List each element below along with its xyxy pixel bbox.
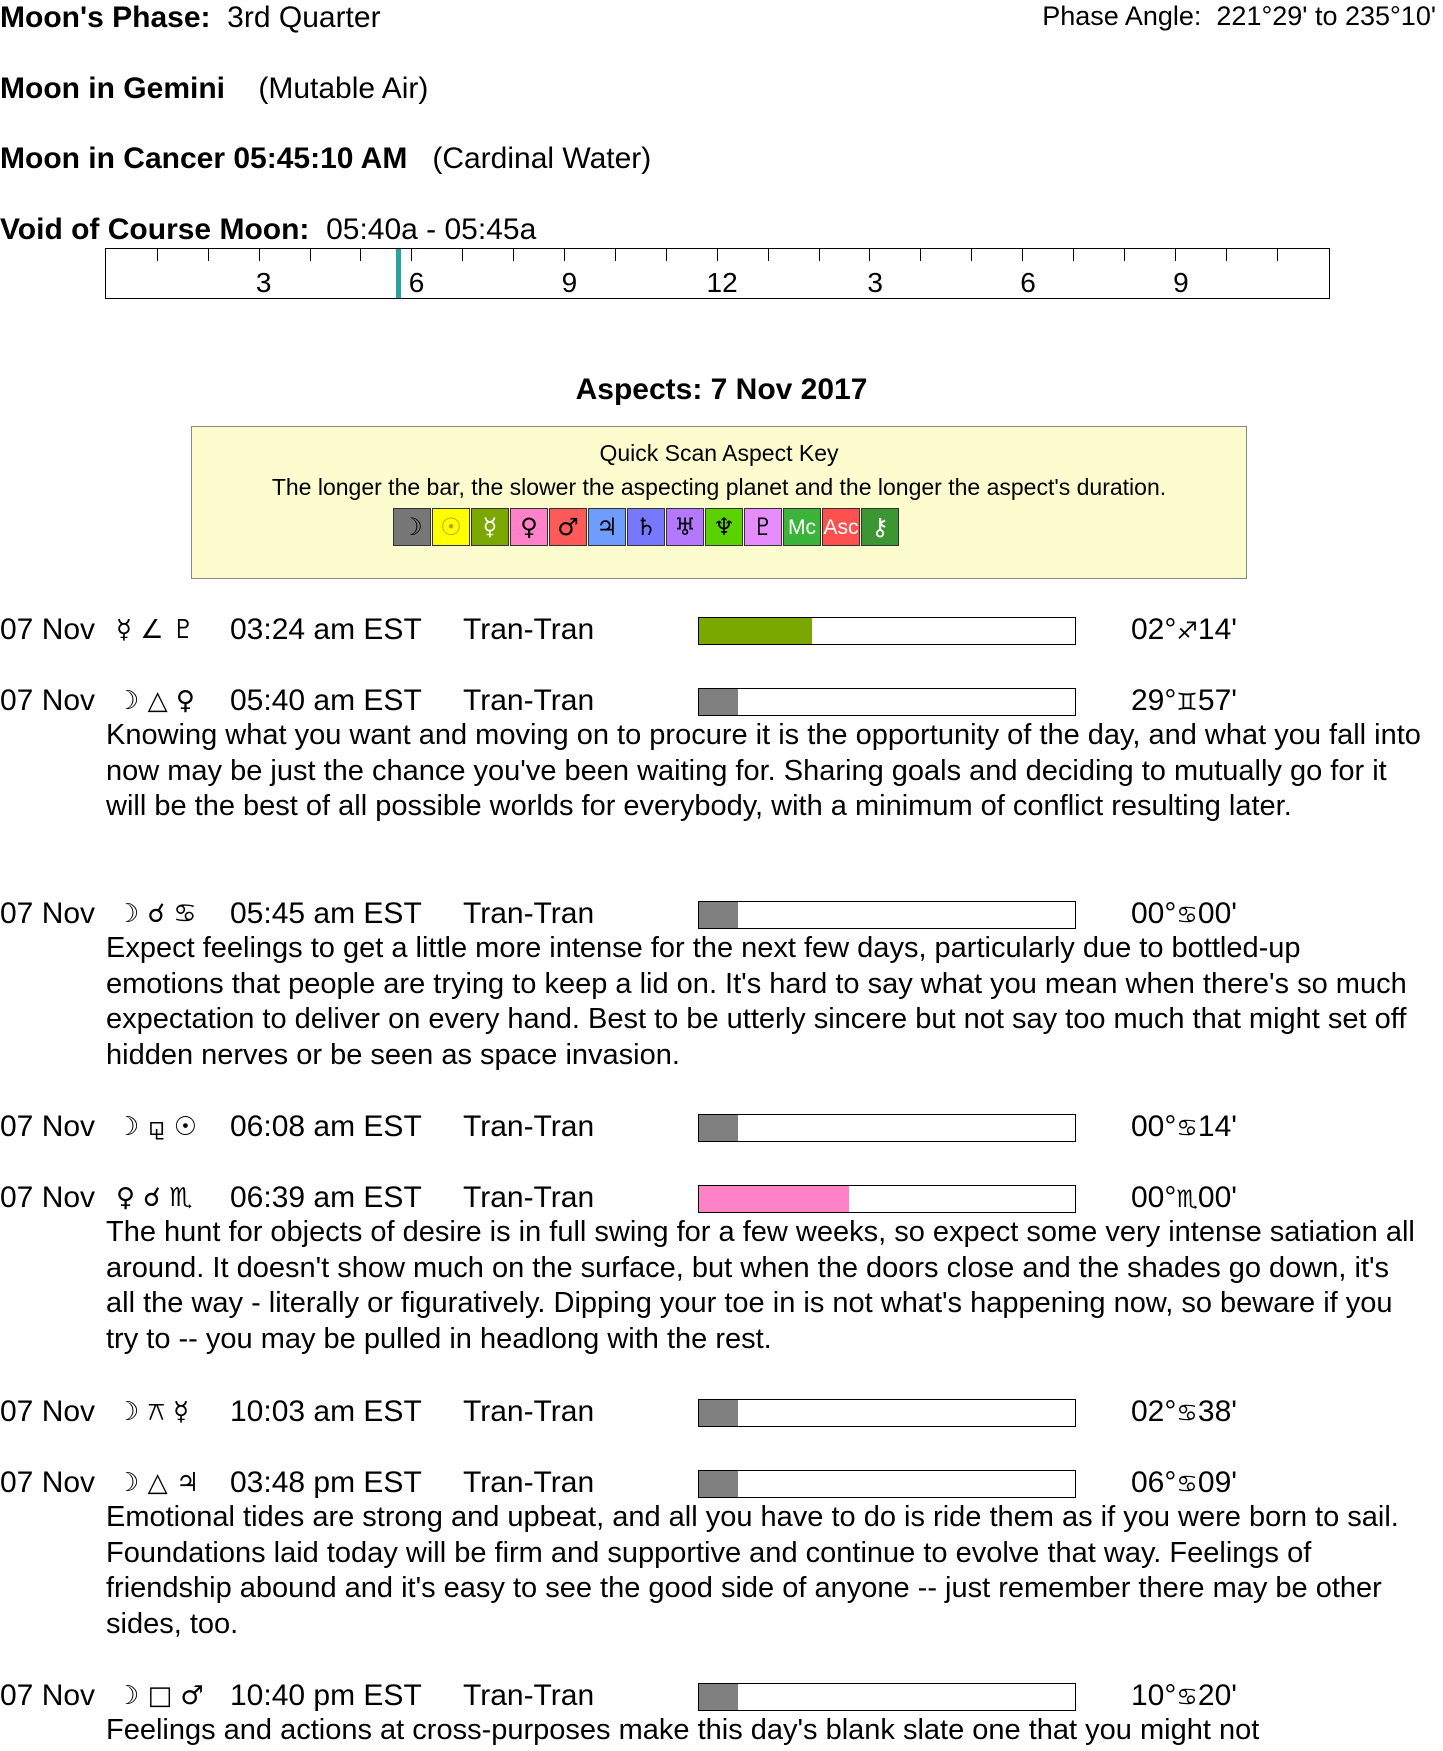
aspect-glyphs: ☿ ∠ ♇	[116, 615, 196, 645]
aspect-duration-fill	[699, 1186, 849, 1212]
timeline-tick	[564, 249, 565, 261]
aspect-time: 10:40 pm EST	[230, 1679, 422, 1712]
moon-sign-line-2	[0, 142, 651, 176]
pluto-swatch: ♇	[744, 508, 782, 546]
aspect-minutes: 14'	[1197, 613, 1237, 646]
aspect-glyphs: ☽ △ ♀	[116, 686, 195, 716]
aspect-row	[0, 683, 1443, 723]
timeline-tick	[411, 249, 412, 261]
aspect-glyphs: ☽ △ ♃	[116, 1468, 200, 1498]
moon-sign-1-label: Moon in Gemini	[0, 72, 225, 105]
aspect-duration-fill	[699, 689, 738, 715]
aspect-glyphs: ☽ ⚼ ☉	[116, 1112, 198, 1142]
timeline-tick	[717, 249, 718, 261]
aspect-type: Tran-Tran	[463, 684, 595, 717]
key-description: The longer the bar, the slower the aspecting planet and the longer the aspect's duration.	[271, 474, 1167, 500]
aspect-degree: 29°	[1131, 684, 1177, 717]
zodiac-sign-icon: ♋	[1176, 1683, 1198, 1711]
aspect-minutes: 20'	[1197, 1679, 1237, 1712]
aspect-position	[1131, 1465, 1237, 1502]
aspect-row	[0, 1394, 1443, 1434]
key-title: Quick Scan Aspect Key	[599, 440, 839, 466]
timeline-tick	[310, 249, 311, 261]
aspect-duration-bar	[698, 1683, 1076, 1711]
aspect-degree: 00°	[1131, 1110, 1177, 1143]
timeline-tick	[462, 249, 463, 261]
aspect-position	[1131, 1678, 1237, 1715]
moon-sign-1-element: (Mutable Air)	[258, 72, 429, 105]
planet-color-swatches	[393, 508, 900, 546]
aspect-time: 05:45 am EST	[230, 897, 422, 930]
timeline-tick	[920, 249, 921, 261]
aspect-duration-bar	[698, 617, 1076, 645]
aspect-position	[1131, 1180, 1237, 1217]
timeline-tick	[360, 249, 361, 261]
timeline-tick	[1022, 249, 1023, 261]
aspect-duration-bar	[698, 688, 1076, 716]
aspect-time: 06:39 am EST	[230, 1181, 422, 1214]
aspect-row	[0, 1180, 1443, 1220]
aspect-date: 07 Nov	[0, 1181, 96, 1214]
aspect-duration-bar	[698, 1114, 1076, 1142]
zodiac-sign-icon: ♋	[1176, 1114, 1198, 1142]
aspect-glyphs: ☽ ☌ ♋	[116, 899, 197, 929]
venus-swatch: ♀	[510, 508, 548, 546]
zodiac-sign-icon: ♋	[1176, 1470, 1198, 1498]
moon-phase-value: 3rd Quarter	[227, 1, 381, 34]
zodiac-sign-icon: ♋	[1176, 901, 1198, 929]
aspect-duration-bar	[698, 1399, 1076, 1427]
timeline-hour-label: 6	[1020, 267, 1036, 298]
aspect-duration-fill	[699, 1684, 738, 1710]
aspect-description: Expect feelings to get a little more intense for the next few days, particularly due to bottled-up emotions that people are trying to keep a lid on. It's hard to say what you mean when there's so much expectation to deliver on every hand. Best to be utterly sincere but not say too much that might set off hidden nerves or be seen as space invasion.	[106, 932, 1407, 1071]
aspect-date: 07 Nov	[0, 613, 96, 646]
mars-swatch: ♂	[549, 508, 587, 546]
timeline-tick	[1073, 249, 1074, 261]
aspect-type: Tran-Tran	[463, 1679, 595, 1712]
aspect-time: 03:48 pm EST	[230, 1466, 422, 1499]
aspect-date: 07 Nov	[0, 684, 96, 717]
aspect-duration-fill	[699, 1471, 738, 1497]
timeline-tick	[666, 249, 667, 261]
aspect-degree: 02°	[1131, 1395, 1177, 1428]
aspects-title: Aspects: 7 Nov 2017	[575, 373, 868, 406]
aspect-description: Knowing what you want and moving on to procure it is the opportunity of the day, and what you fall into now may be just the chance you've been waiting for. Sharing goals and deciding to mutually go for it will be the best of all possible worlds for everybody, with a minimum of conflict resulting later.	[106, 719, 1421, 822]
aspect-date: 07 Nov	[0, 1395, 96, 1428]
timeline-tick	[513, 249, 514, 261]
aspect-date: 07 Nov	[0, 1679, 96, 1712]
timeline-tick	[869, 249, 870, 261]
timeline-tick	[1175, 249, 1176, 261]
timeline-hour-label: 12	[706, 267, 738, 298]
zodiac-sign-icon: ♐	[1176, 617, 1198, 645]
aspect-type: Tran-Tran	[463, 613, 595, 646]
timeline-tick	[768, 249, 769, 261]
timeline-hour-label: 9	[1173, 267, 1189, 298]
aspect-row	[0, 1678, 1443, 1718]
moon-sign-line-1	[0, 72, 428, 106]
aspect-duration-fill	[699, 902, 738, 928]
sun-swatch: ☉	[432, 508, 470, 546]
timeline-tick	[208, 249, 209, 261]
aspect-description: Feelings and actions at cross-purposes make this day's blank slate one that you might not	[106, 1714, 1260, 1746]
timeline-tick	[615, 249, 616, 261]
aspect-type: Tran-Tran	[463, 1395, 595, 1428]
aspect-row	[0, 896, 1443, 936]
voc-label: Void of Course Moon:	[0, 213, 310, 246]
aspect-type: Tran-Tran	[463, 897, 595, 930]
moon-sign-2-element: (Cardinal Water)	[432, 142, 652, 175]
aspect-row	[0, 1109, 1443, 1149]
aspect-glyphs: ☽ □ ♂	[116, 1681, 204, 1711]
moon-phase-label: Moon's Phase:	[0, 1, 211, 34]
aspect-glyphs: ♀ ☌ ♏	[116, 1183, 193, 1213]
phase-angle-value: 221°29' to 235°10'	[1216, 1, 1436, 31]
mercury-swatch: ☿	[471, 508, 509, 546]
void-of-course-timeline	[105, 248, 1330, 299]
aspect-duration-fill	[699, 1400, 738, 1426]
aspect-duration-fill	[699, 1115, 738, 1141]
jupiter-swatch: ♃	[588, 508, 626, 546]
timeline-tick	[819, 249, 820, 261]
aspect-date: 07 Nov	[0, 897, 96, 930]
aspect-minutes: 14'	[1197, 1110, 1237, 1143]
uranus-swatch: ♅	[666, 508, 704, 546]
moon-phase-line	[0, 1, 381, 35]
timeline-tick	[971, 249, 972, 261]
timeline-tick	[157, 249, 158, 261]
aspect-degree: 02°	[1131, 613, 1177, 646]
aspect-position	[1131, 896, 1237, 933]
aspect-minutes: 09'	[1197, 1466, 1237, 1499]
timeline-hour-label: 3	[255, 267, 272, 298]
aspect-position	[1131, 1109, 1237, 1146]
aspect-time: 10:03 am EST	[230, 1395, 422, 1428]
ascendant-swatch: Asc	[822, 508, 860, 546]
aspect-position	[1131, 1394, 1237, 1431]
aspect-minutes: 57'	[1197, 684, 1237, 717]
aspect-degree: 10°	[1131, 1679, 1177, 1712]
aspect-degree: 06°	[1131, 1466, 1177, 1499]
aspect-degree: 00°	[1131, 1181, 1177, 1214]
timeline-tick	[1226, 249, 1227, 261]
phase-angle-line	[1042, 0, 1436, 32]
aspect-minutes: 00'	[1197, 897, 1237, 930]
aspect-date: 07 Nov	[0, 1110, 96, 1143]
midheaven-swatch: Mc	[783, 508, 821, 546]
timeline-hour-label: 3	[867, 267, 883, 298]
aspect-time: 03:24 am EST	[230, 613, 422, 646]
moon-sign-2-label: Moon in Cancer 05:45:10 AM	[0, 142, 408, 175]
aspect-glyphs: ☽ ⚻ ☿	[116, 1397, 190, 1427]
aspect-type: Tran-Tran	[463, 1181, 595, 1214]
timeline-hour-label: 9	[561, 267, 578, 298]
aspect-description: The hunt for objects of desire is in full swing for a few weeks, so expect some very intense satiation all around. It doesn't show much on the surface, but when the doors close and the shades go down, it's all the way - literally or figuratively. Dipping your toe in is not what's happening now, so beware if you try to -- you may be pulled in headlong with the rest.	[106, 1216, 1415, 1355]
timeline-tick	[1277, 249, 1278, 261]
aspect-row	[0, 612, 1443, 652]
voc-value: 05:40a - 05:45a	[326, 213, 537, 246]
moon-swatch: ☽	[393, 508, 431, 546]
timeline-tick	[1124, 249, 1125, 261]
aspect-time: 05:40 am EST	[230, 684, 422, 717]
aspect-type: Tran-Tran	[463, 1110, 595, 1143]
aspect-duration-bar	[698, 1185, 1076, 1213]
chiron-swatch: ⚷	[861, 508, 899, 546]
aspect-time: 06:08 am EST	[230, 1110, 422, 1143]
neptune-swatch: ♆	[705, 508, 743, 546]
aspect-position	[1131, 683, 1237, 720]
aspect-duration-fill	[699, 618, 812, 644]
saturn-swatch: ♄	[627, 508, 665, 546]
aspect-description: Emotional tides are strong and upbeat, and all you have to do is ride them as if you were born to sail. Foundations laid today will be firm and supportive and continue to evolve that way. Feelings of friendship abound and it's easy to see the good side of anyone -- just remember there may be other sides, too.	[106, 1501, 1399, 1640]
void-of-course-line	[0, 213, 536, 247]
void-of-course-marker	[396, 249, 401, 298]
aspect-type: Tran-Tran	[463, 1466, 595, 1499]
zodiac-sign-icon: ♋	[1176, 1399, 1198, 1427]
timeline-tick	[259, 249, 260, 261]
aspect-duration-bar	[698, 901, 1076, 929]
zodiac-sign-icon: ♊	[1176, 688, 1198, 716]
quick-scan-aspect-key	[191, 426, 1247, 579]
aspect-minutes: 00'	[1197, 1181, 1237, 1214]
aspect-duration-bar	[698, 1470, 1076, 1498]
zodiac-sign-icon: ♏	[1176, 1185, 1198, 1213]
aspect-position	[1131, 612, 1237, 649]
aspect-date: 07 Nov	[0, 1466, 96, 1499]
timeline-hour-label: 6	[408, 267, 425, 298]
aspect-minutes: 38'	[1197, 1395, 1237, 1428]
phase-angle-label: Phase Angle:	[1042, 1, 1202, 31]
aspect-degree: 00°	[1131, 897, 1177, 930]
aspect-row	[0, 1465, 1443, 1505]
